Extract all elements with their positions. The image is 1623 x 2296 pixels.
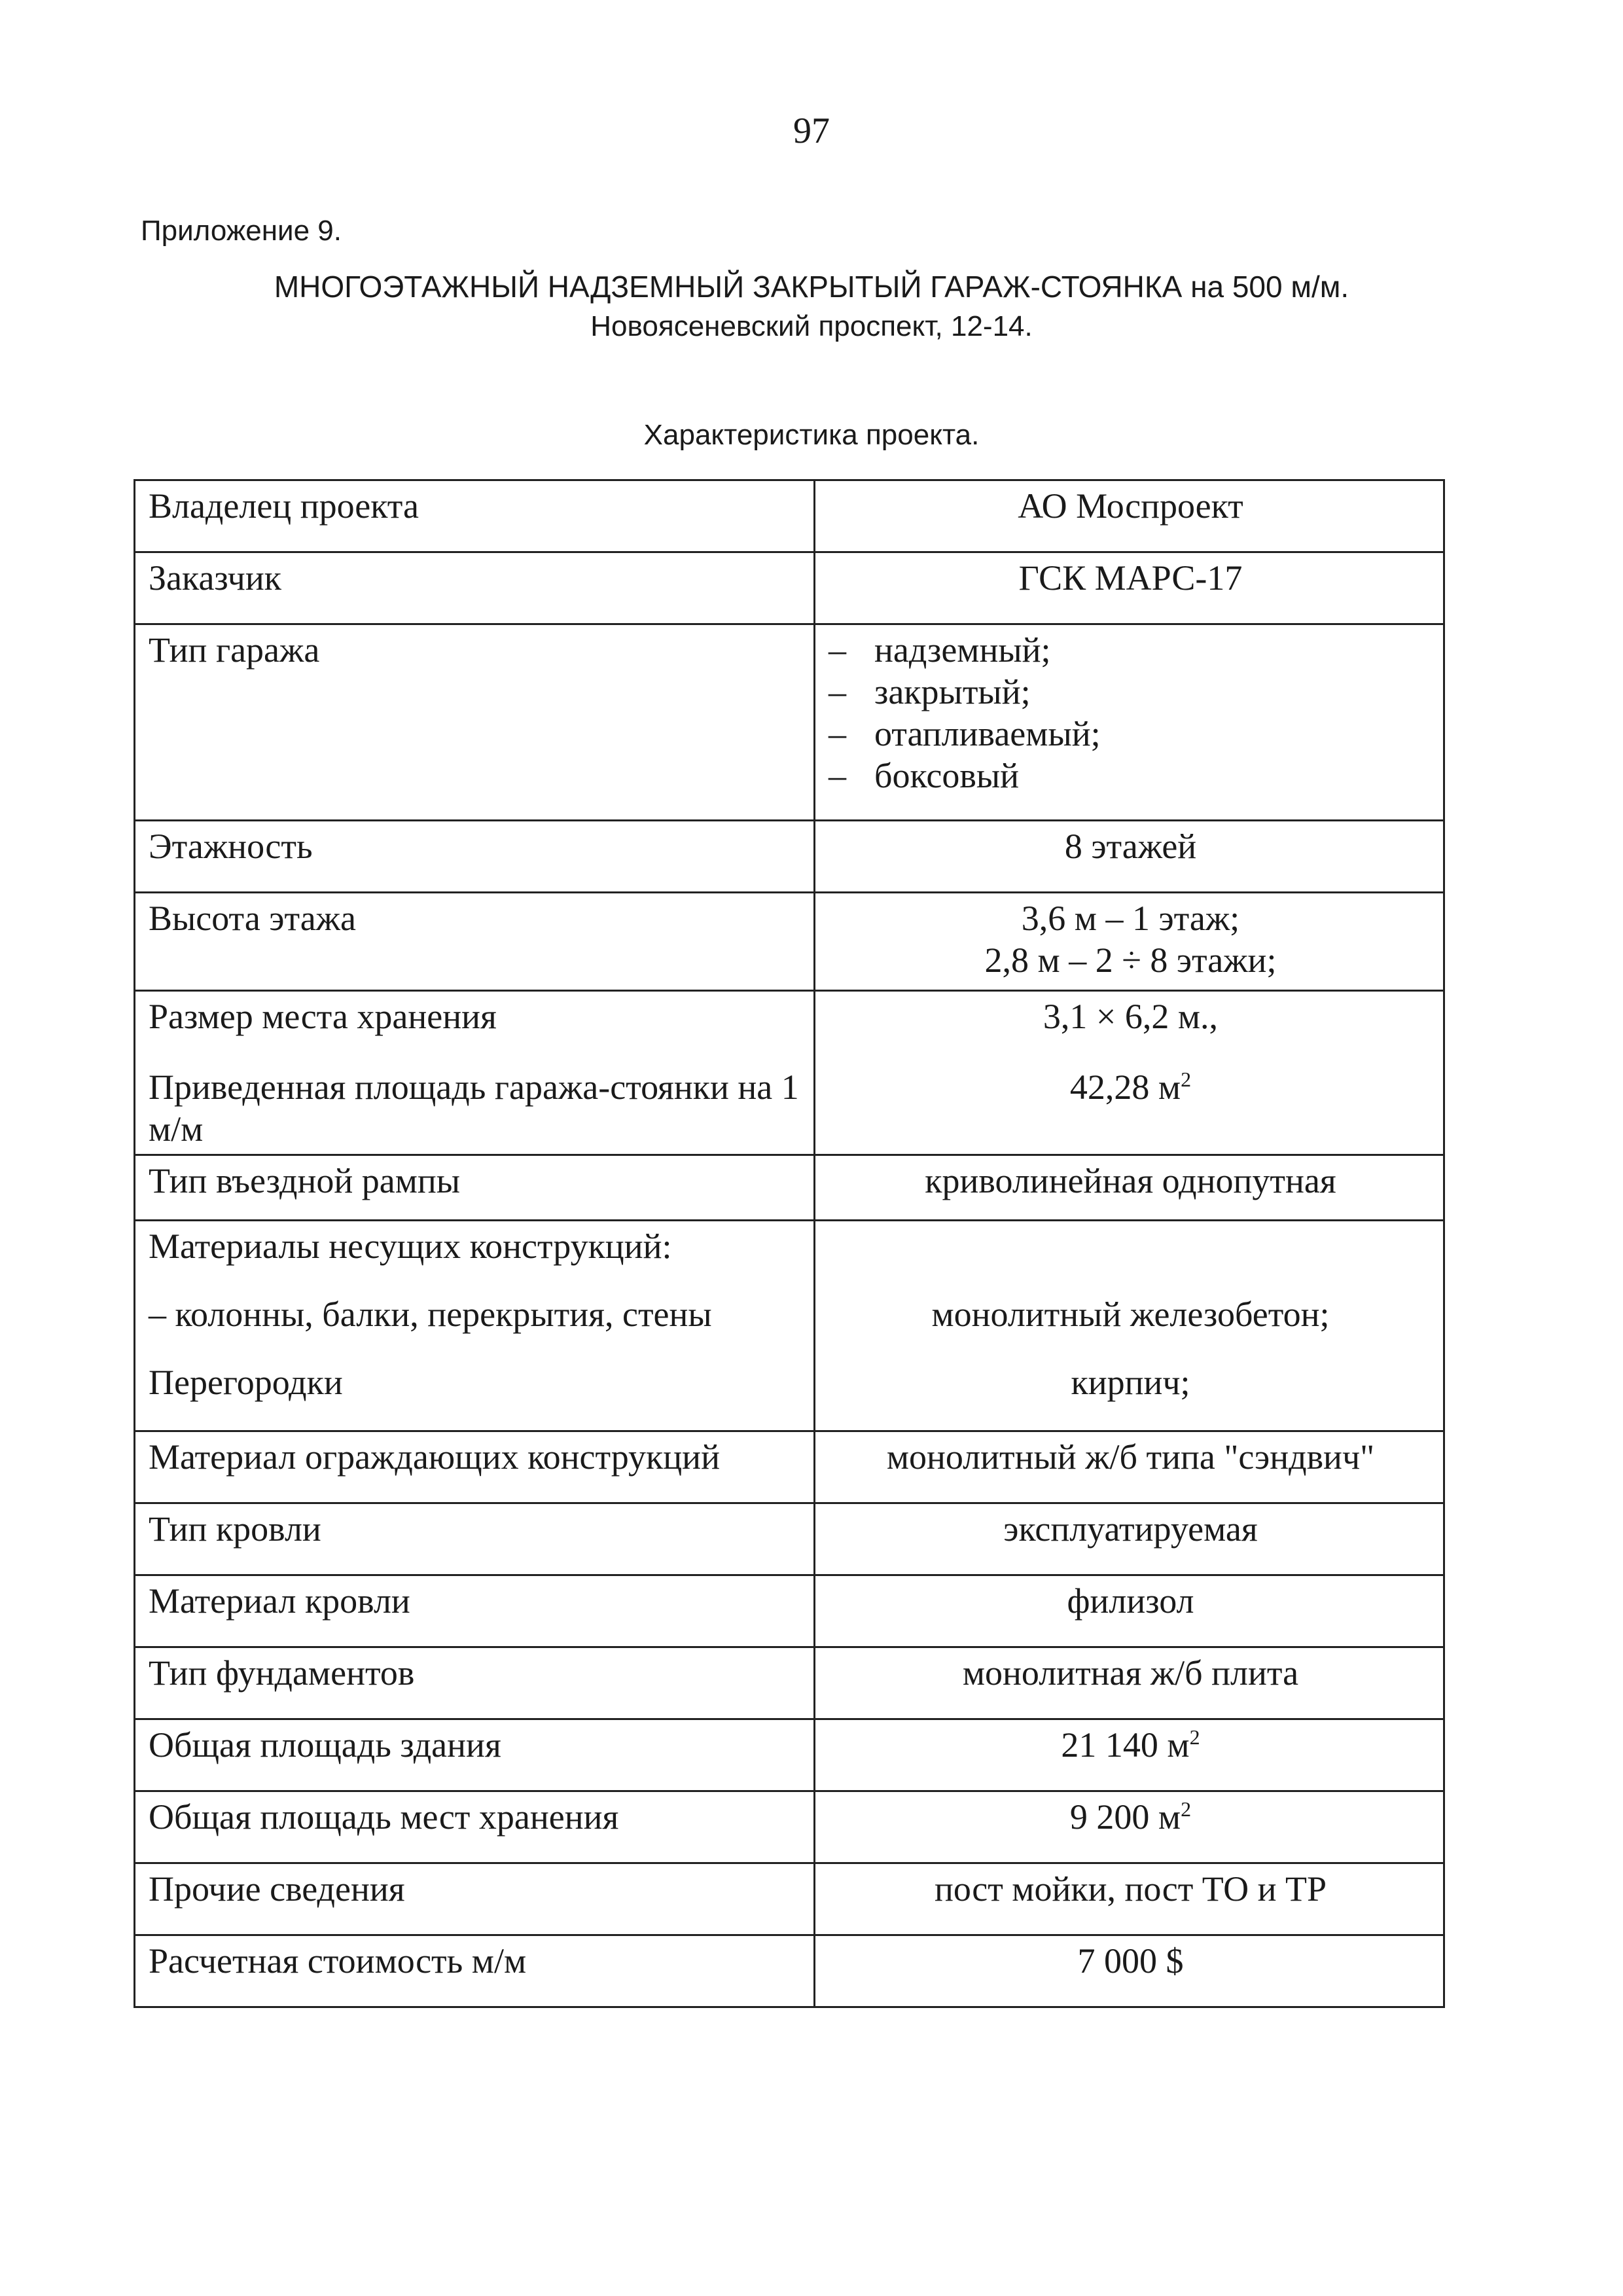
row-value	[815, 893, 1444, 991]
document-title: МНОГОЭТАЖНЫЙ НАДЗЕМНЫЙ ЗАКРЫТЫЙ ГАРАЖ-СТОЯНКА на 500 м/м.	[274, 270, 1349, 304]
row-value: 7 000 $	[815, 1935, 1444, 2007]
table-row	[135, 1431, 1444, 1503]
table-row	[135, 1647, 1444, 1719]
list-item: – закрытый;	[829, 672, 1031, 711]
row-value: 21 140 $м^2$	[815, 1719, 1444, 1791]
row-value: 8 этажей	[815, 821, 1444, 893]
label-line: Размер места хранения	[149, 997, 497, 1036]
table-row	[135, 552, 1444, 624]
row-label: Тип кровли	[135, 1503, 815, 1575]
table-row	[135, 1791, 1444, 1863]
list-item: – боксовый	[829, 756, 1020, 795]
table-row	[135, 893, 1444, 991]
row-label	[135, 991, 815, 1155]
project-characteristics-table	[134, 479, 1445, 2008]
table-row	[135, 480, 1444, 552]
row-value: ГСК МАРС-17	[815, 552, 1444, 624]
table-row	[135, 1503, 1444, 1575]
row-label: Этажность	[135, 821, 815, 893]
row-label: Высота этажа	[135, 893, 815, 991]
row-label: Общая площадь мест хранения	[135, 1791, 815, 1863]
row-label: Расчетная стоимость м/м	[135, 1935, 815, 2007]
row-value: пост мойки, пост ТО и ТР	[815, 1863, 1444, 1935]
label-line: Приведенная площадь гаража-стоянки на 1 м/м	[149, 1067, 799, 1149]
value-line: кирпич;	[1071, 1363, 1190, 1402]
value-line: 42,28 $м^2$	[1069, 1067, 1192, 1107]
table-row	[135, 821, 1444, 893]
value-line: 3,1 × 6,2 м.,	[1043, 997, 1219, 1036]
row-value: АО Моспроект	[815, 480, 1444, 552]
row-label: Тип фундаментов	[135, 1647, 815, 1719]
table-row	[135, 1863, 1444, 1935]
row-label: Тип въездной рампы	[135, 1155, 815, 1221]
document-subtitle: Новоясеневский проспект, 12-14.	[590, 310, 1033, 342]
table-row	[135, 624, 1444, 821]
row-label: Заказчик	[135, 552, 815, 624]
appendix-label: Приложение 9.	[141, 215, 342, 247]
label-line: – колонны, балки, перекрытия, стены	[149, 1295, 712, 1334]
table-row	[135, 1935, 1444, 2007]
label-line: Перегородки	[149, 1363, 343, 1402]
table-row	[135, 991, 1444, 1155]
table-row	[135, 1155, 1444, 1221]
row-value: монолитная ж/б плита	[815, 1647, 1444, 1719]
row-label: Материал ограждающих конструкций	[135, 1431, 815, 1503]
row-label: Прочие сведения	[135, 1863, 815, 1935]
row-label: Общая площадь здания	[135, 1719, 815, 1791]
label-line: Материалы несущих конструкций:	[149, 1227, 672, 1266]
list-item: – надземный;	[829, 630, 1051, 670]
list-item: – отапливаемый;	[829, 714, 1101, 753]
row-label: Материал кровли	[135, 1575, 815, 1647]
row-value-list	[815, 624, 1444, 821]
row-label	[135, 1221, 815, 1431]
table-row	[135, 1719, 1444, 1791]
row-label: Владелец проекта	[135, 480, 815, 552]
row-value	[815, 1221, 1444, 1431]
value-line: 3,6 м – 1 этаж;	[1021, 899, 1240, 938]
row-value: 9 200 $м^2$	[815, 1791, 1444, 1863]
value-line: 2,8 м – 2 ÷ 8 этажи;	[984, 941, 1277, 980]
row-value: криволинейная однопутная	[815, 1155, 1444, 1221]
row-value	[815, 991, 1444, 1155]
table-caption: Характеристика проекта.	[643, 419, 980, 451]
row-value: эксплуатируемая	[815, 1503, 1444, 1575]
row-label: Тип гаража	[135, 624, 815, 821]
table-row	[135, 1221, 1444, 1431]
row-value: филизол	[815, 1575, 1444, 1647]
table-row	[135, 1575, 1444, 1647]
row-value: монолитный ж/б типа "сэндвич"	[815, 1431, 1444, 1503]
page-number: 97	[793, 111, 830, 151]
value-line: монолитный железобетон;	[931, 1295, 1330, 1334]
